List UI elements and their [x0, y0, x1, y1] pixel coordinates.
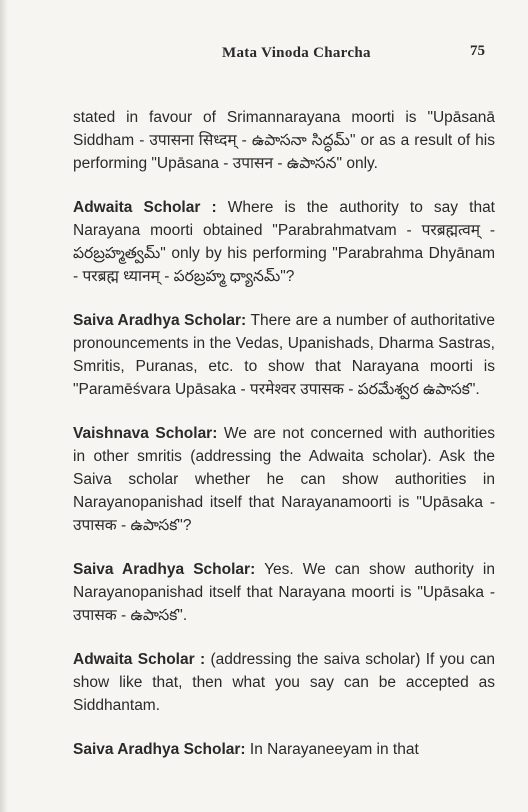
- paragraph: [73, 558, 495, 627]
- speaker-label: Adwaita Scholar :: [73, 651, 206, 668]
- paragraph: [73, 648, 495, 717]
- paragraph-text: In Narayaneeyam in that: [245, 741, 419, 758]
- speaker-label: Saiva Aradhya Scholar:: [73, 312, 247, 329]
- paragraph: [73, 309, 495, 401]
- book-title: Mata Vinoda Charcha: [222, 45, 371, 61]
- paragraph-text: There are a number of authoritative pronouncements in the Vedas, Upanishads, Dharma Sastras, Smritis, Puranas, etc. to show that Narayana moorti is "Paramēśvara Upāsaka - परमेश्वर उपासक - పరమేశ్వర ఉపాసక".: [73, 312, 495, 398]
- paragraph: [73, 106, 495, 175]
- paragraph: [73, 422, 495, 537]
- paragraph-text: Where is the authority to say that Narayana moorti obtained "Parabrahmatvam - परब्रह्मत्वम् - పరబ్రహ్మత్వమ్" only by his performing "Parabrahma Dhyānam - परब्रह्म ध्यानम् - పరబ్రహ్మ ధ్యానమ్"?: [73, 199, 495, 285]
- running-header: [0, 42, 528, 64]
- speaker-label: Saiva Aradhya Scholar:: [73, 741, 246, 758]
- speaker-label: Saiva Aradhya Scholar:: [73, 561, 256, 578]
- paragraph: [73, 738, 495, 761]
- page-body: [73, 106, 495, 782]
- paragraph-text: stated in favour of Srimannarayana moorti is "Upāsanā Siddham - उपासना सिध्दम् - ఉపాసనా సిద్ధమ్" or as a result of his performing "Upāsana - उपासन - ఉపాసన" only.: [73, 109, 495, 172]
- paragraph-text: Yes. We can show authority in Narayanopanishad itself that Narayana moorti is "Upāsaka - उपासक - ఉపాసక".: [73, 561, 495, 624]
- page-number: 75: [470, 43, 485, 59]
- paragraph-text: We are not concerned with authorities in other smritis (addressing the Adwaita scholar). Ask the Saiva scholar whether he can show authorities in Narayanopanishad itself that Narayanamoorti is "Upāsaka - उपासक - ఉపాసక"?: [73, 425, 495, 534]
- paragraph-text: (addressing the saiva scholar) If you can show like that, then what you say can be accepted as Siddhantam.: [73, 651, 495, 714]
- speaker-label: Vaishnava Scholar:: [73, 425, 218, 442]
- page-edge-shadow: [0, 0, 8, 812]
- paragraph: [73, 196, 495, 288]
- speaker-label: Adwaita Scholar :: [73, 199, 217, 216]
